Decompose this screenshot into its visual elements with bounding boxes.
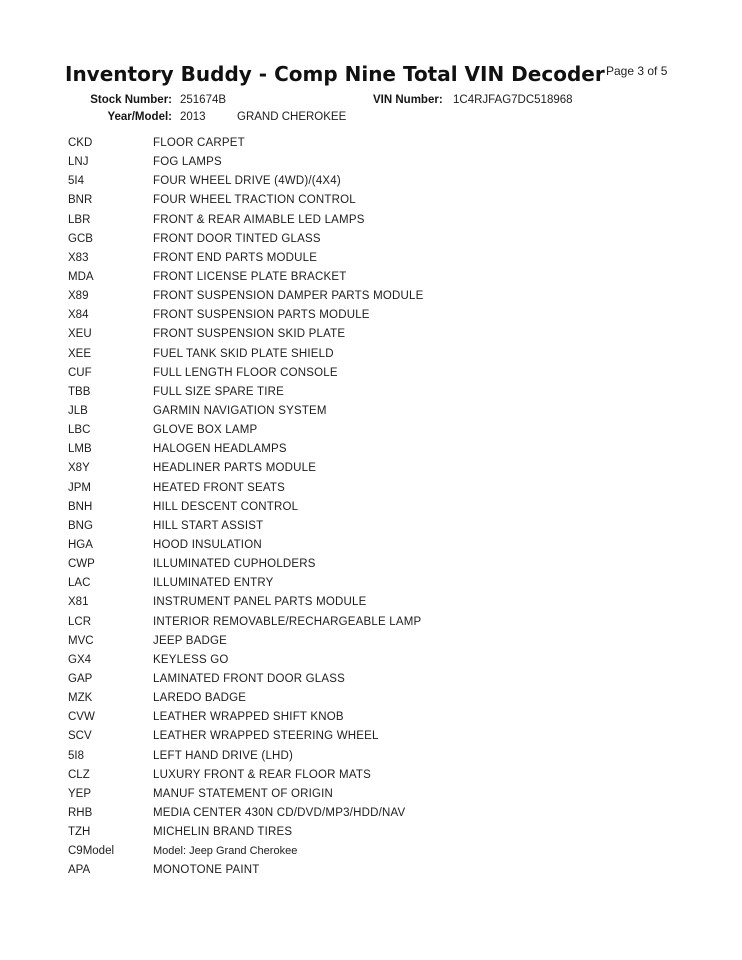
feature-row — [0, 153, 742, 172]
feature-row — [0, 747, 742, 766]
feature-row — [0, 345, 742, 364]
feature-description: HALOGEN HEADLAMPS — [153, 443, 287, 456]
feature-description: MICHELIN BRAND TIRES — [153, 826, 293, 839]
feature-description: FOUR WHEEL DRIVE (4WD)/(4X4) — [153, 175, 341, 188]
feature-description: HILL DESCENT CONTROL — [153, 500, 299, 513]
stock-vin-line — [0, 94, 742, 111]
feature-row — [0, 287, 742, 306]
feature-description: FOUR WHEEL TRACTION CONTROL — [153, 194, 356, 207]
feature-code: GAP — [68, 672, 93, 685]
year-value: 2013 — [180, 111, 206, 123]
feature-description: LAREDO BADGE — [153, 692, 247, 705]
feature-code: X89 — [68, 290, 89, 303]
year-model-line — [0, 111, 742, 128]
feature-row — [0, 804, 742, 823]
feature-code: LBR — [68, 213, 91, 226]
feature-code: JLB — [68, 404, 88, 417]
feature-row — [0, 861, 742, 880]
feature-row — [0, 440, 742, 459]
feature-code: MZK — [68, 692, 93, 705]
feature-row — [0, 172, 742, 191]
feature-description: INTERIOR REMOVABLE/RECHARGEABLE LAMP — [153, 615, 422, 628]
feature-code: BNH — [68, 500, 93, 513]
feature-row — [0, 459, 742, 478]
feature-description: FUEL TANK SKID PLATE SHIELD — [153, 347, 334, 360]
feature-description: LEFT HAND DRIVE (LHD) — [153, 749, 294, 762]
year-model-label: Year/Model: — [107, 111, 172, 123]
feature-row — [0, 402, 742, 421]
feature-row — [0, 479, 742, 498]
feature-code: CWP — [68, 558, 95, 571]
feature-row — [0, 785, 742, 804]
stock-number-label: Stock Number: — [90, 94, 172, 106]
feature-row — [0, 134, 742, 153]
feature-code: APA — [68, 864, 91, 877]
feature-description: ILLUMINATED CUPHOLDERS — [153, 558, 316, 571]
feature-row — [0, 842, 742, 861]
feature-description: FRONT END PARTS MODULE — [153, 251, 318, 264]
feature-code: LAC — [68, 577, 91, 590]
feature-code: MDA — [68, 270, 94, 283]
feature-description: FRONT SUSPENSION PARTS MODULE — [153, 309, 370, 322]
feature-code: LBC — [68, 424, 91, 437]
feature-description: LEATHER WRAPPED STEERING WHEEL — [153, 730, 379, 743]
feature-description: Model: Jeep Grand Cherokee — [153, 845, 298, 858]
feature-description: HEADLINER PARTS MODULE — [153, 462, 317, 475]
feature-row — [0, 383, 742, 402]
feature-code: X8Y — [68, 462, 90, 475]
feature-description: KEYLESS GO — [153, 653, 229, 666]
feature-code: YEP — [68, 787, 92, 800]
feature-code: CVW — [68, 711, 95, 724]
feature-row — [0, 555, 742, 574]
feature-code: X84 — [68, 309, 89, 322]
feature-row — [0, 593, 742, 612]
feature-list — [0, 134, 742, 880]
feature-code: 5I4 — [68, 175, 84, 188]
feature-code: BNG — [68, 519, 93, 532]
feature-row — [0, 766, 742, 785]
feature-description: ILLUMINATED ENTRY — [153, 577, 274, 590]
feature-description: MONOTONE PAINT — [153, 864, 260, 877]
feature-code: CUF — [68, 366, 92, 379]
feature-row — [0, 823, 742, 842]
model-value: GRAND CHEROKEE — [237, 111, 347, 123]
feature-description: INSTRUMENT PANEL PARTS MODULE — [153, 596, 367, 609]
feature-description: LUXURY FRONT & REAR FLOOR MATS — [153, 768, 371, 781]
feature-code: C9Model — [68, 845, 115, 858]
feature-row — [0, 536, 742, 555]
feature-code: X81 — [68, 596, 89, 609]
feature-description: HOOD INSULATION — [153, 538, 262, 551]
feature-description: MANUF STATEMENT OF ORIGIN — [153, 787, 334, 800]
feature-row — [0, 613, 742, 632]
feature-row — [0, 306, 742, 325]
feature-row — [0, 421, 742, 440]
feature-row — [0, 708, 742, 727]
feature-description: FULL LENGTH FLOOR CONSOLE — [153, 366, 338, 379]
feature-code: GX4 — [68, 653, 92, 666]
feature-description: FRONT DOOR TINTED GLASS — [153, 232, 321, 245]
feature-code: BNR — [68, 194, 93, 207]
feature-description: FRONT LICENSE PLATE BRACKET — [153, 270, 347, 283]
vehicle-info-block — [0, 94, 742, 128]
feature-row — [0, 230, 742, 249]
vin-number-value: 1C4RJFAG7DC518968 — [453, 94, 573, 106]
feature-row — [0, 211, 742, 230]
feature-code: XEU — [68, 328, 92, 341]
feature-code: CKD — [68, 137, 93, 149]
feature-description: FRONT SUSPENSION DAMPER PARTS MODULE — [153, 290, 424, 303]
feature-code: 5I8 — [68, 749, 84, 762]
feature-row — [0, 191, 742, 210]
vin-number-label: VIN Number: — [373, 94, 443, 106]
feature-code: LCR — [68, 615, 92, 628]
feature-row — [0, 325, 742, 344]
feature-description: HILL START ASSIST — [153, 519, 264, 532]
feature-description: FLOOR CARPET — [153, 137, 245, 149]
feature-code: LNJ — [68, 156, 89, 169]
feature-description: FRONT & REAR AIMABLE LED LAMPS — [153, 213, 365, 226]
feature-code: XEE — [68, 347, 92, 360]
feature-description: HEATED FRONT SEATS — [153, 481, 286, 494]
feature-code: MVC — [68, 634, 94, 647]
feature-code: SCV — [68, 730, 92, 743]
page-number-indicator: Page 3 of 5 — [606, 64, 668, 78]
feature-description: LAMINATED FRONT DOOR GLASS — [153, 672, 345, 685]
feature-code: TZH — [68, 826, 91, 839]
feature-code: JPM — [68, 481, 91, 494]
feature-row — [0, 249, 742, 268]
feature-row — [0, 498, 742, 517]
feature-description: FRONT SUSPENSION SKID PLATE — [153, 328, 346, 341]
feature-description: MEDIA CENTER 430N CD/DVD/MP3/HDD/NAV — [153, 806, 406, 819]
feature-row — [0, 670, 742, 689]
feature-row — [0, 727, 742, 746]
feature-row — [0, 268, 742, 287]
feature-description: GARMIN NAVIGATION SYSTEM — [153, 404, 327, 417]
feature-code: GCB — [68, 232, 93, 245]
feature-description: JEEP BADGE — [153, 634, 228, 647]
stock-number-value: 251674B — [180, 94, 227, 106]
feature-code: RHB — [68, 806, 93, 819]
feature-code: HGA — [68, 538, 93, 551]
page-title: Inventory Buddy - Comp Nine Total VIN Decoder — [65, 62, 605, 86]
feature-code: X83 — [68, 251, 89, 264]
feature-row — [0, 364, 742, 383]
feature-row — [0, 574, 742, 593]
feature-description: FOG LAMPS — [153, 156, 222, 169]
feature-row — [0, 651, 742, 670]
feature-code: TBB — [68, 385, 91, 398]
feature-row — [0, 689, 742, 708]
feature-description: LEATHER WRAPPED SHIFT KNOB — [153, 711, 344, 724]
feature-code: LMB — [68, 443, 92, 456]
feature-row — [0, 632, 742, 651]
feature-description: FULL SIZE SPARE TIRE — [153, 385, 284, 398]
feature-row — [0, 517, 742, 536]
feature-code: CLZ — [68, 768, 90, 781]
feature-description: GLOVE BOX LAMP — [153, 424, 258, 437]
